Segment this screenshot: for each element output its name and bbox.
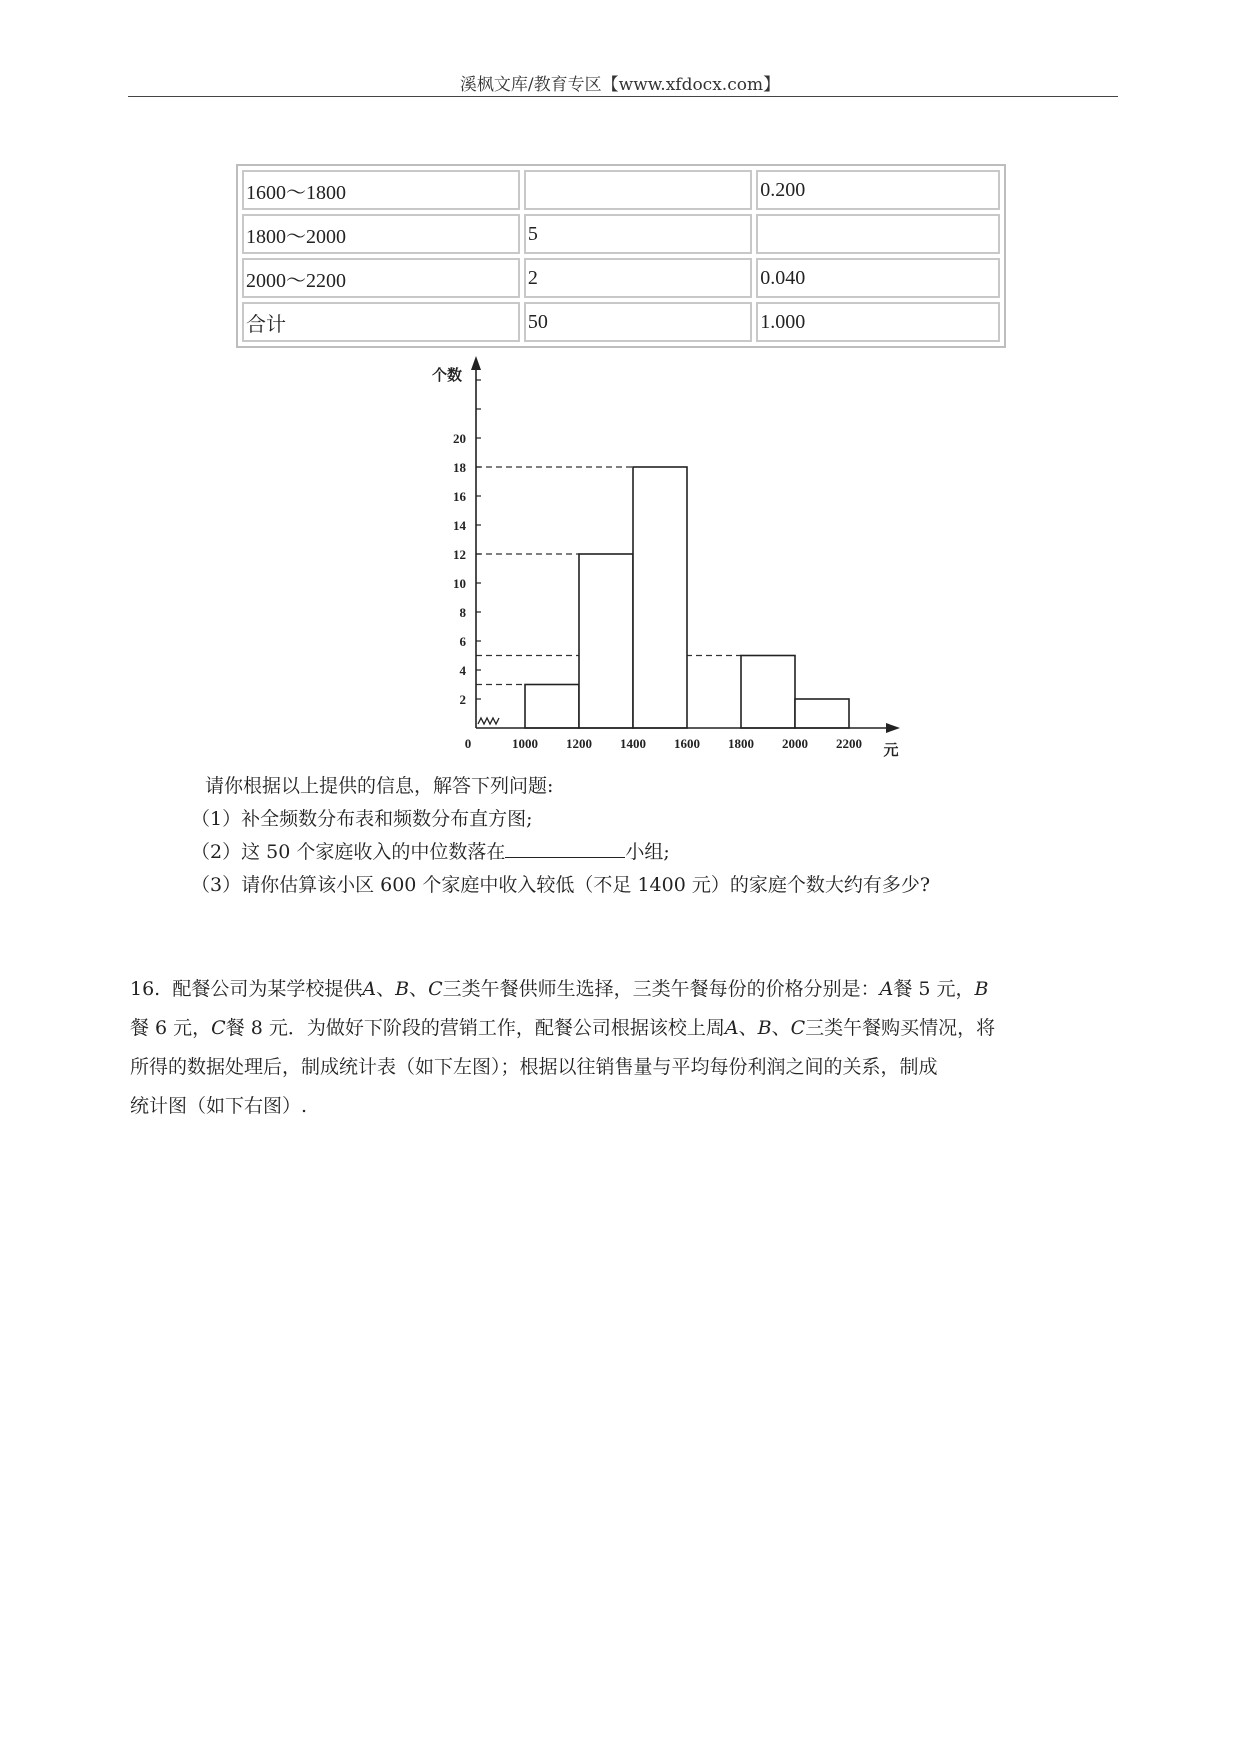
- table-cell: 1800～2000: [242, 214, 520, 254]
- y-tick-label: 10: [453, 576, 466, 591]
- x-axis-arrow-icon: [886, 723, 900, 733]
- income-histogram: [0, 0, 1240, 780]
- text-span: 餐 6 元，: [130, 1017, 212, 1039]
- y-tick-label: 6: [459, 634, 466, 649]
- table-cell: 0.040: [756, 258, 1000, 298]
- text-span: 配餐公司为某学校提供: [172, 978, 363, 1000]
- x-tick-label: 1400: [620, 736, 646, 751]
- text-span: 餐 5 元，: [893, 978, 975, 1000]
- variable-b: B: [974, 978, 989, 1000]
- y-axis-label: 个数: [431, 366, 463, 384]
- text-span: 三类午餐供师生选择，三类午餐每份的价格分别是：: [442, 978, 880, 1000]
- questions-block: [191, 770, 931, 902]
- variable-c: C: [428, 978, 443, 1000]
- variable-b: B: [757, 1017, 772, 1039]
- variable-a: A: [362, 978, 377, 1000]
- question-3: （3）请你估算该小区 600 个家庭中收入较低（不足 1400 元）的家庭个数大约有多少?: [191, 874, 931, 896]
- x-tick-label: 2200: [836, 736, 862, 751]
- histogram-bar: [579, 554, 633, 728]
- table-cell: 合计: [242, 302, 520, 342]
- text-span: 、: [409, 978, 429, 1000]
- x-axis-label: 元: [883, 741, 899, 759]
- origin-label: 0: [464, 736, 472, 751]
- problem-16-line-3: 所得的数据处理后，制成统计表（如下左图）；根据以往销售量与平均每份利润之间的关系，制成: [130, 1056, 938, 1078]
- page-header: 溪枫文库/教育专区【www.xfdocx.com】: [459, 75, 781, 95]
- x-tick-label: 1200: [566, 736, 592, 751]
- table-cell: 0.200: [756, 170, 1000, 210]
- question-2: [191, 836, 930, 869]
- axis-break-icon: [478, 718, 499, 724]
- text-span: 餐 8 元．为做好下阶段的营销工作，配餐公司根据该校上周: [225, 1017, 725, 1039]
- variable-a: A: [879, 978, 894, 1000]
- table-cell: 50: [524, 302, 752, 342]
- table-cell: 2: [524, 258, 752, 298]
- y-axis-arrow-icon: [471, 356, 481, 370]
- table-cell: 2000～2200: [242, 258, 520, 298]
- variable-c: C: [790, 1017, 806, 1039]
- text-span: 三类午餐购买情况，将: [805, 1017, 996, 1039]
- y-tick-label: 4: [459, 663, 466, 678]
- y-tick-label: 2: [459, 692, 466, 707]
- x-tick-label: 1800: [728, 736, 754, 751]
- y-tick-label: 16: [453, 489, 466, 504]
- table-cell: 5: [524, 214, 752, 254]
- y-tick-label: 18: [453, 460, 466, 475]
- variable-a: A: [724, 1017, 739, 1039]
- y-tick-label: 20: [453, 431, 466, 446]
- variable-b: B: [395, 978, 410, 1000]
- question-1: （1）补全频数分布表和频数分布直方图;: [191, 808, 533, 830]
- y-tick-label: 14: [453, 518, 466, 533]
- problem-16-line-4: 统计图（如下右图）.: [130, 1095, 308, 1117]
- problem-16-line-2: [130, 1009, 1110, 1048]
- problem-16: [130, 970, 1110, 1126]
- x-tick-label: 1000: [512, 736, 538, 751]
- text-span: 、: [738, 1017, 758, 1039]
- questions-intro: 请你根据以上提供的信息，解答下列问题:: [205, 775, 554, 797]
- table-cell: 1600～1800: [242, 170, 520, 210]
- histogram-bar: [741, 656, 795, 729]
- y-tick-label: 8: [459, 605, 466, 620]
- histogram-bar: [633, 467, 687, 728]
- y-tick-label: 12: [453, 547, 466, 562]
- histogram-bar: [525, 685, 579, 729]
- answer-blank: [505, 839, 625, 858]
- text-span: 、: [771, 1017, 791, 1039]
- variable-c: C: [211, 1017, 226, 1039]
- table-cell: 1.000: [756, 302, 1000, 342]
- text-span: 、: [376, 978, 396, 1000]
- problem-number: 16.: [130, 978, 161, 1000]
- histogram-bar: [795, 699, 849, 728]
- x-tick-label: 2000: [782, 736, 808, 751]
- question-2-text: （2）这 50 个家庭收入的中位数落在: [191, 841, 506, 863]
- question-2-text-end: 小组;: [625, 841, 670, 863]
- problem-16-line-1: [130, 970, 1110, 1009]
- x-tick-label: 1600: [674, 736, 700, 751]
